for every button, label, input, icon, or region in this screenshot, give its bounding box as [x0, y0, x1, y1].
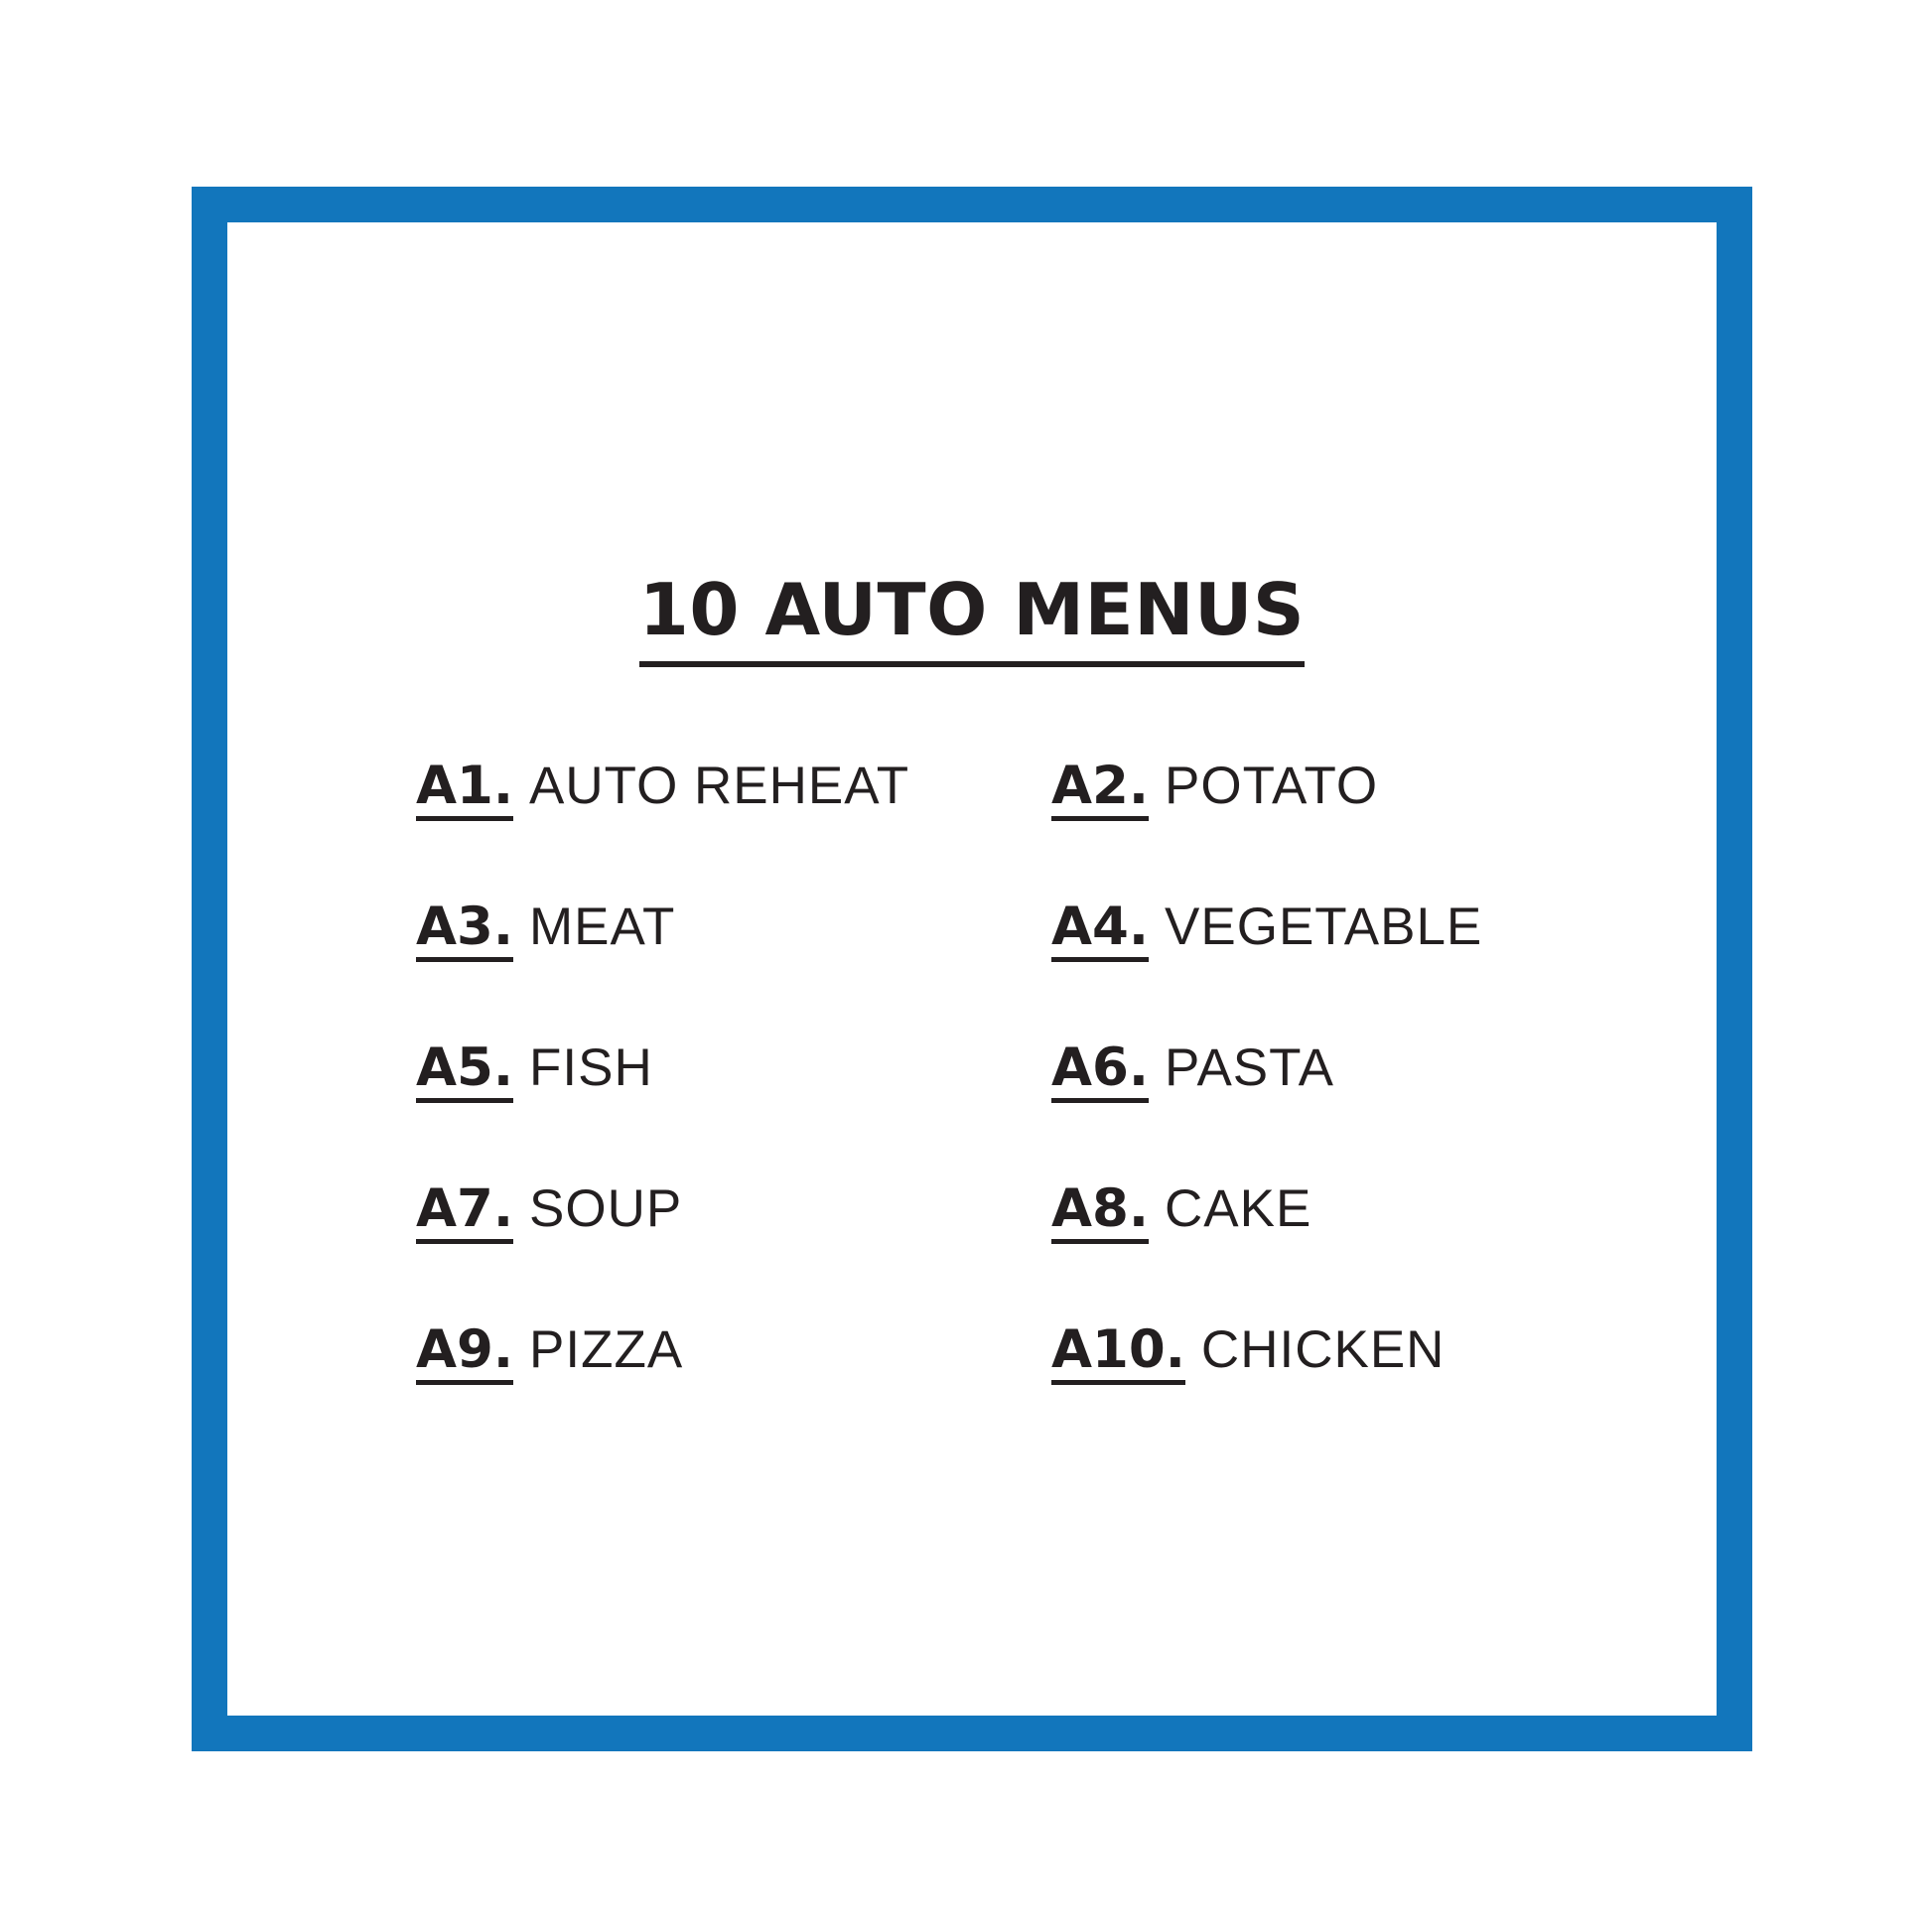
blue-border-frame: [192, 187, 1752, 1751]
menu-code-a3: A3.: [416, 899, 513, 962]
menu-label-a5: FISH: [529, 1038, 653, 1097]
menu-item-a3: [416, 899, 1051, 962]
menu-item-a7: [416, 1178, 1051, 1244]
menu-label-a9: PIZZA: [529, 1320, 684, 1379]
menu-code-a2: A2.: [1051, 759, 1149, 821]
menu-label-a10: CHICKEN: [1200, 1320, 1446, 1379]
menu-code-a6: A6.: [1051, 1040, 1149, 1103]
page-title-text: 10 AUTO MENUS: [639, 568, 1306, 667]
menu-label-a6: PASTA: [1165, 1038, 1334, 1097]
page-title: [227, 568, 1717, 667]
frame-inner-area: [227, 222, 1717, 1716]
menu-item-a9: [416, 1319, 1051, 1385]
menu-item-a2: [1051, 756, 1647, 821]
menu-item-a4: [1051, 899, 1647, 962]
menu-code-a8: A8.: [1051, 1181, 1149, 1244]
menu-item-a8: [1051, 1178, 1647, 1244]
menu-label-a1: AUTO REHEAT: [529, 757, 910, 815]
menu-label-a3: MEAT: [529, 897, 676, 956]
menu-code-a10: A10.: [1051, 1322, 1185, 1385]
menu-label-a8: CAKE: [1165, 1179, 1312, 1238]
menu-label-a7: SOUP: [529, 1179, 683, 1238]
menu-code-a9: A9.: [416, 1322, 513, 1385]
menu-label-a4: VEGETABLE: [1165, 897, 1483, 956]
auto-menu-list: [416, 756, 1647, 1463]
menu-item-a1: [416, 756, 1051, 821]
menu-code-a1: A1.: [416, 759, 513, 821]
menu-item-a6: [1051, 1037, 1647, 1103]
menu-item-a5: [416, 1037, 1051, 1103]
menu-code-a7: A7.: [416, 1181, 513, 1244]
menu-code-a4: A4.: [1051, 899, 1149, 962]
menu-code-a5: A5.: [416, 1040, 513, 1103]
menu-item-a10: [1051, 1319, 1647, 1385]
menu-label-a2: POTATO: [1165, 757, 1379, 815]
